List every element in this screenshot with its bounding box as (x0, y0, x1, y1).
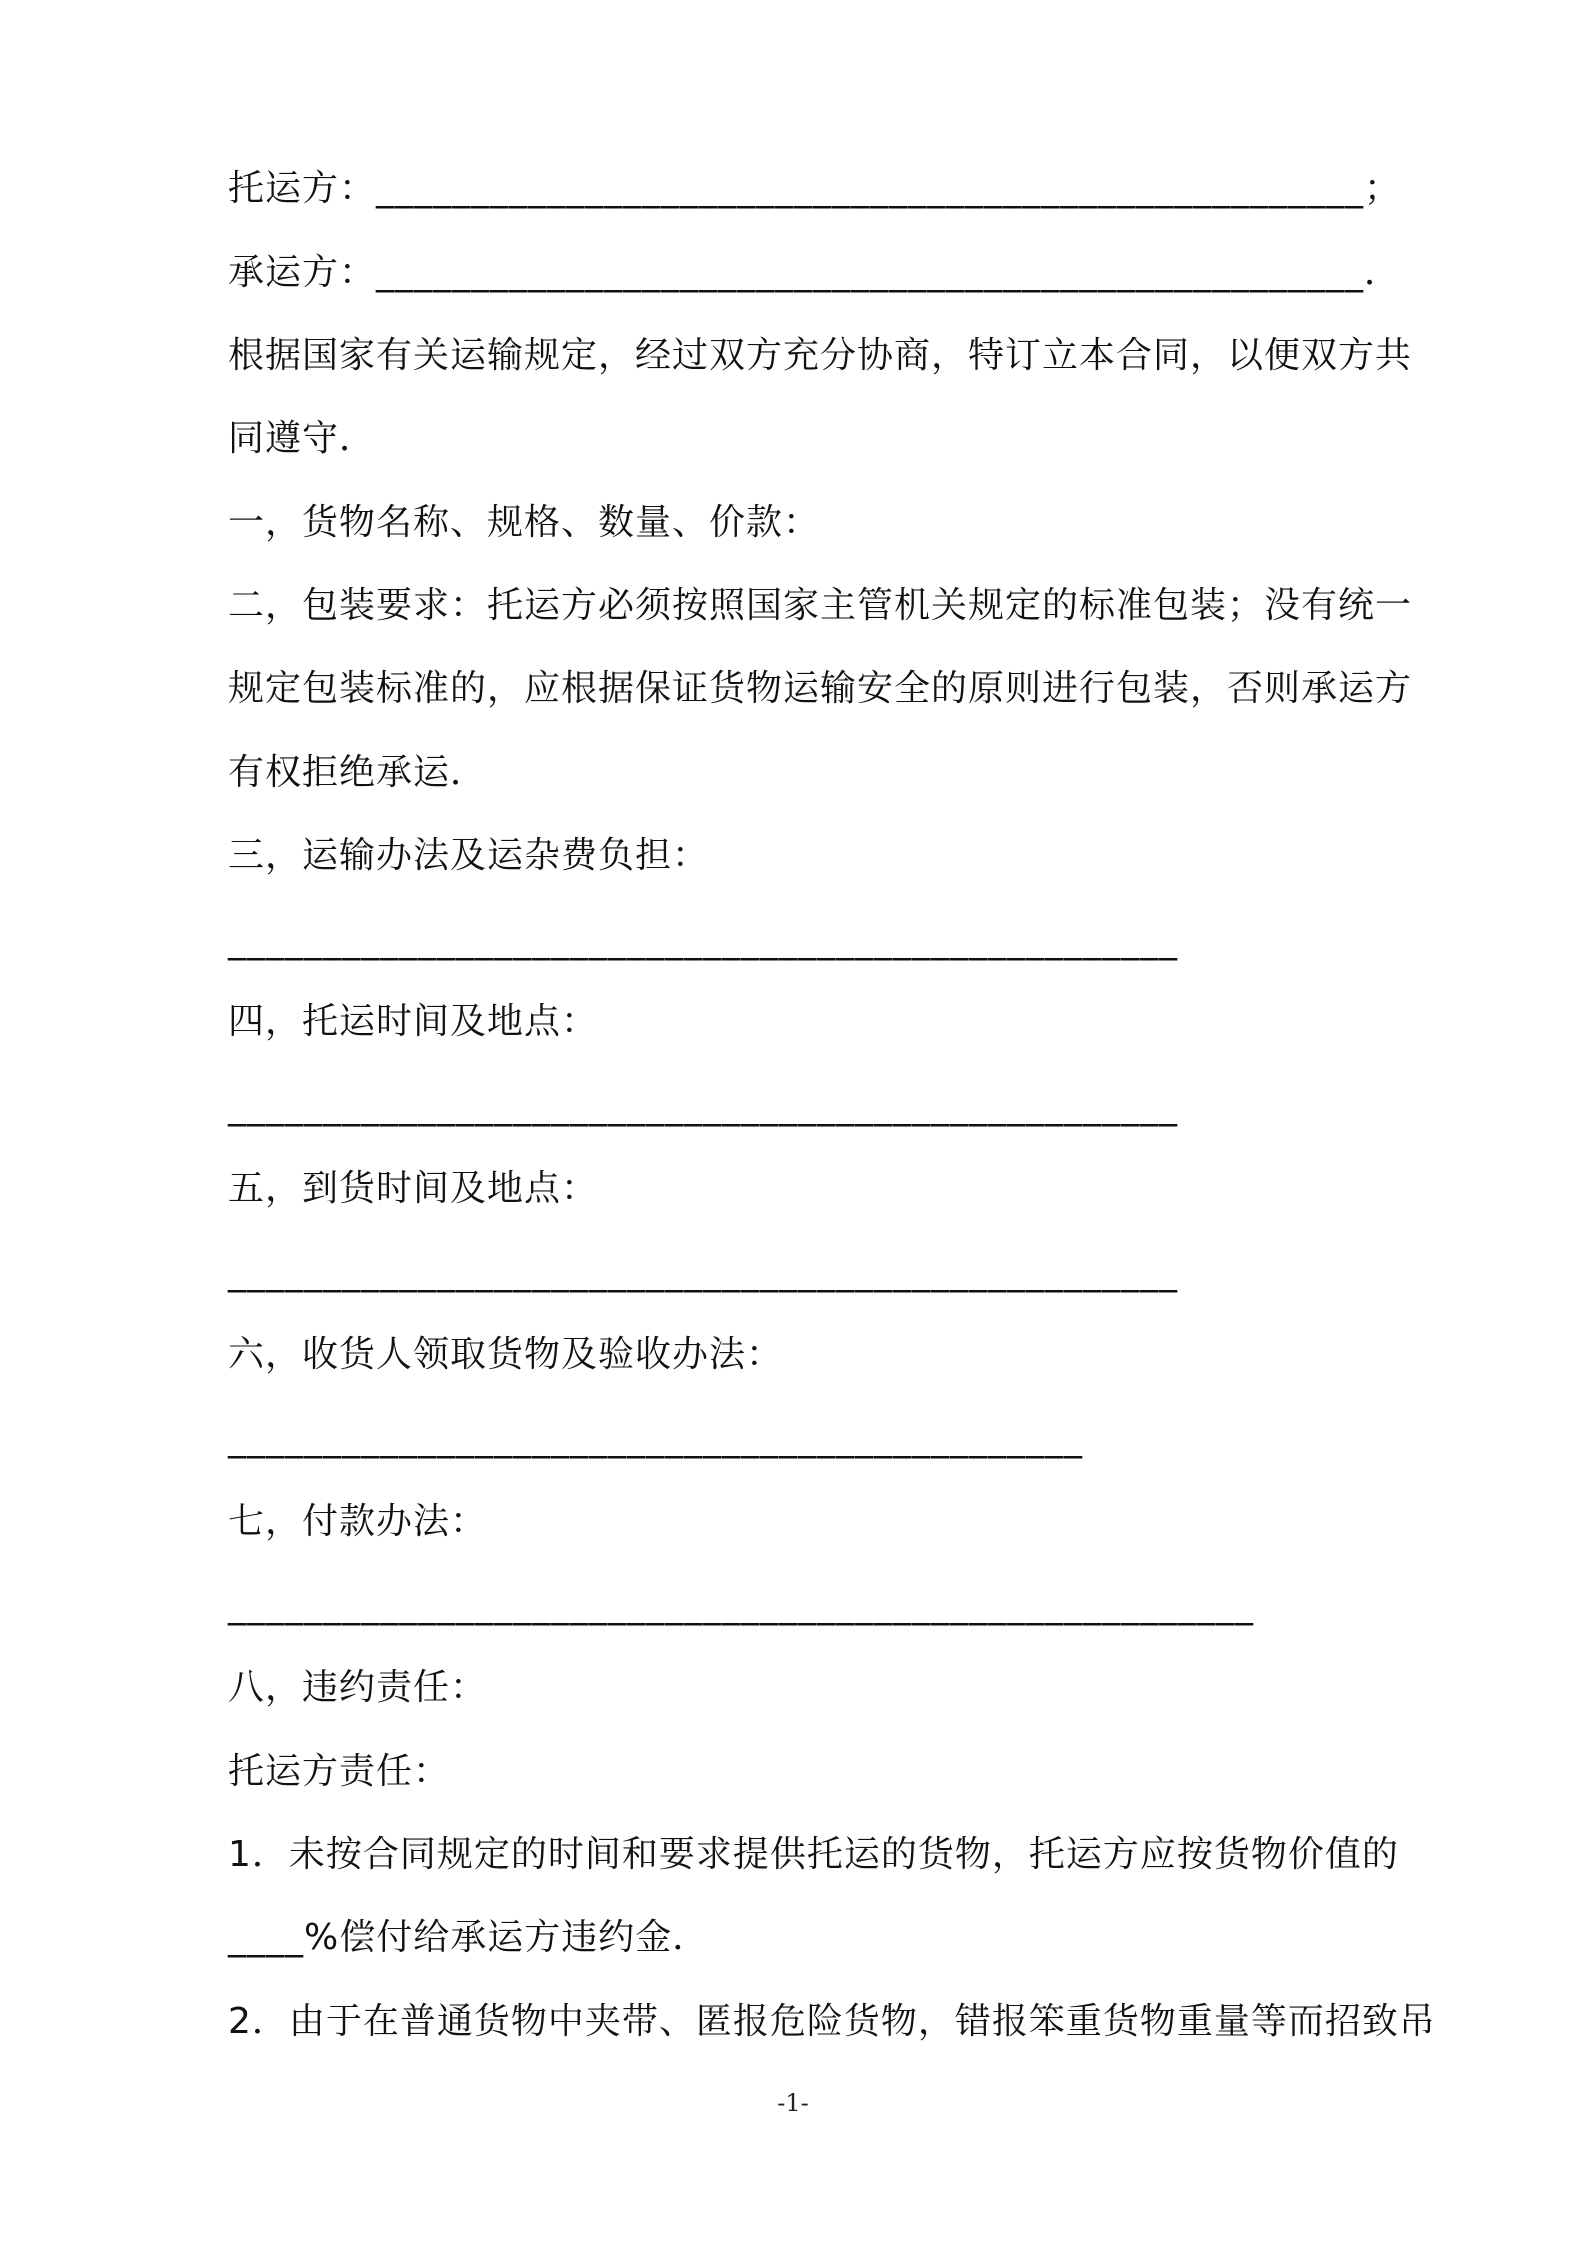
section-3-heading: 三，运输办法及运杂费负担： (228, 835, 710, 876)
section-7-heading: 七，付款办法： (228, 1501, 488, 1542)
section-1-heading: 一，货物名称、规格、数量、价款： (228, 502, 821, 543)
page-number: -1- (777, 2089, 809, 2117)
shipper-liability-heading: 托运方责任： (228, 1751, 451, 1792)
clause-1-line-1: 1．未按合同规定的时间和要求提供托运的货物，托运方应按货物价值的 (228, 1834, 1399, 1875)
section-7-blank: ______________________________________________________ (228, 1585, 1254, 1626)
section-6-blank: _____________________________________________ (228, 1418, 1083, 1459)
preamble-line-1: 根据国家有关运输规定，经过双方充分协商，特订立本合同，以便双方共 (228, 335, 1413, 376)
section-6-heading: 六，收货人领取货物及验收办法： (228, 1334, 784, 1375)
section-4-blank: __________________________________________________ (228, 1086, 1178, 1127)
section-8-heading: 八，违约责任： (228, 1667, 488, 1708)
preamble-line-2: 同遵守． (228, 418, 377, 459)
section-5-blank: __________________________________________________ (228, 1252, 1178, 1293)
section-5-heading: 五，到货时间及地点： (228, 1168, 599, 1209)
clause-1-line-2: ____%偿付给承运方违约金． (228, 1917, 710, 1958)
section-2-line-1: 二，包装要求：托运方必须按照国家主管机关规定的标准包装；没有统一 (228, 585, 1413, 626)
section-2-line-3: 有权拒绝承运． (228, 752, 488, 793)
section-2-line-2: 规定包装标准的，应根据保证货物运输安全的原则进行包装，否则承运方 (228, 668, 1413, 709)
section-3-blank: __________________________________________________ (228, 920, 1178, 961)
clause-2-line-1: 2．由于在普通货物中夹带、匿报危险货物，错报笨重货物重量等而招致吊 (228, 2001, 1436, 2042)
shipper-line: 托运方：____________________________________________________； (228, 168, 1401, 209)
carrier-line: 承运方：____________________________________________________． (228, 252, 1401, 293)
section-4-heading: 四，托运时间及地点： (228, 1001, 599, 1042)
